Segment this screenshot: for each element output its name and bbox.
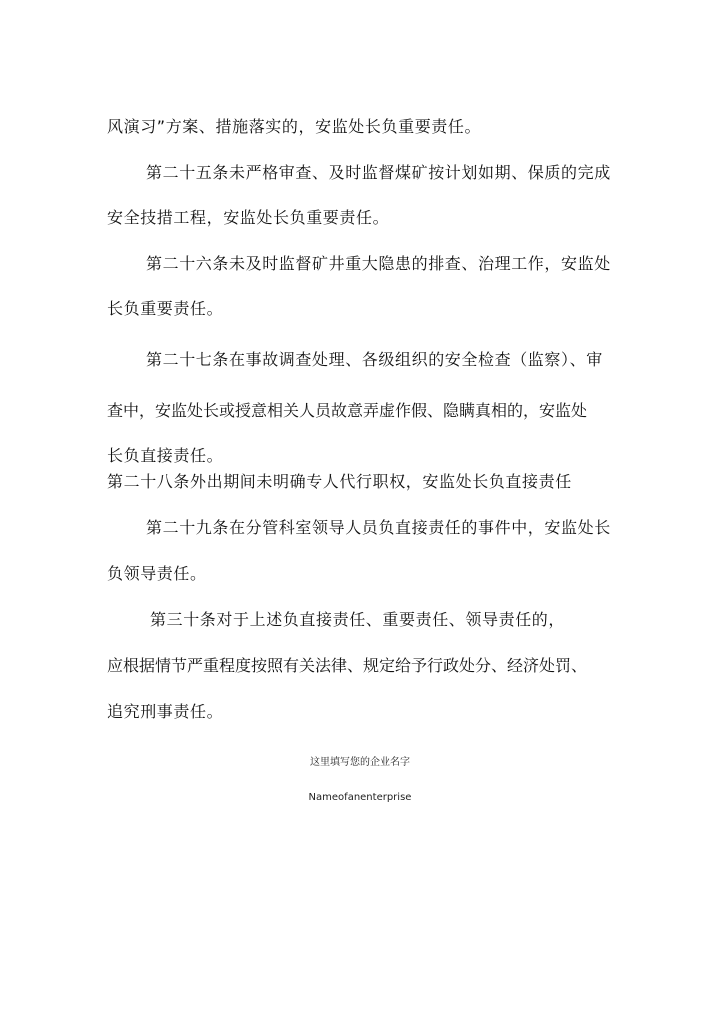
article-29-line: 第二十九条在分管科室领导人员负直接责任的事件中，安监处长 [146, 518, 611, 537]
paragraph-line: 负领导责任。 [107, 564, 207, 583]
article-28-line: 第二十八条外出期间未明确专人代行职权，安监处长负直接责任 [107, 472, 572, 491]
article-30-line: 第三十条对于上述负直接责任、重要责任、领导责任的， [150, 610, 566, 629]
paragraph-line: 查中，安监处长或授意相关人员故意弄虚作假、隐瞒真相的，安监处 [107, 401, 588, 420]
paragraph-line: 风演习”方案、措施落实的，安监处长负重要责任。 [107, 117, 482, 136]
paragraph-line: 长负重要责任。 [107, 299, 224, 318]
paragraph-line: 长负直接责任。 [107, 446, 224, 465]
paragraph-line: 安全技措工程，安监处长负重要责任。 [107, 208, 390, 227]
enterprise-name-en: Nameofanenterprise [308, 792, 412, 803]
paragraph-line: 追究刑事责任。 [107, 702, 224, 721]
paragraph-line: 应根据情节严重程度按照有关法律、规定给予行政处分、经济处罚、 [107, 656, 588, 675]
article-25-line: 第二十五条未严格审查、及时监督煤矿按计划如期、保质的完成 [146, 163, 611, 182]
enterprise-name-cn: 这里填写您的企业名字 [310, 757, 410, 768]
article-26-line: 第二十六条未及时监督矿井重大隐患的排查、治理工作，安监处 [146, 254, 611, 273]
article-27-line: 第二十七条在事故调查处理、各级组织的安全检查（监察）、审 [146, 350, 603, 369]
